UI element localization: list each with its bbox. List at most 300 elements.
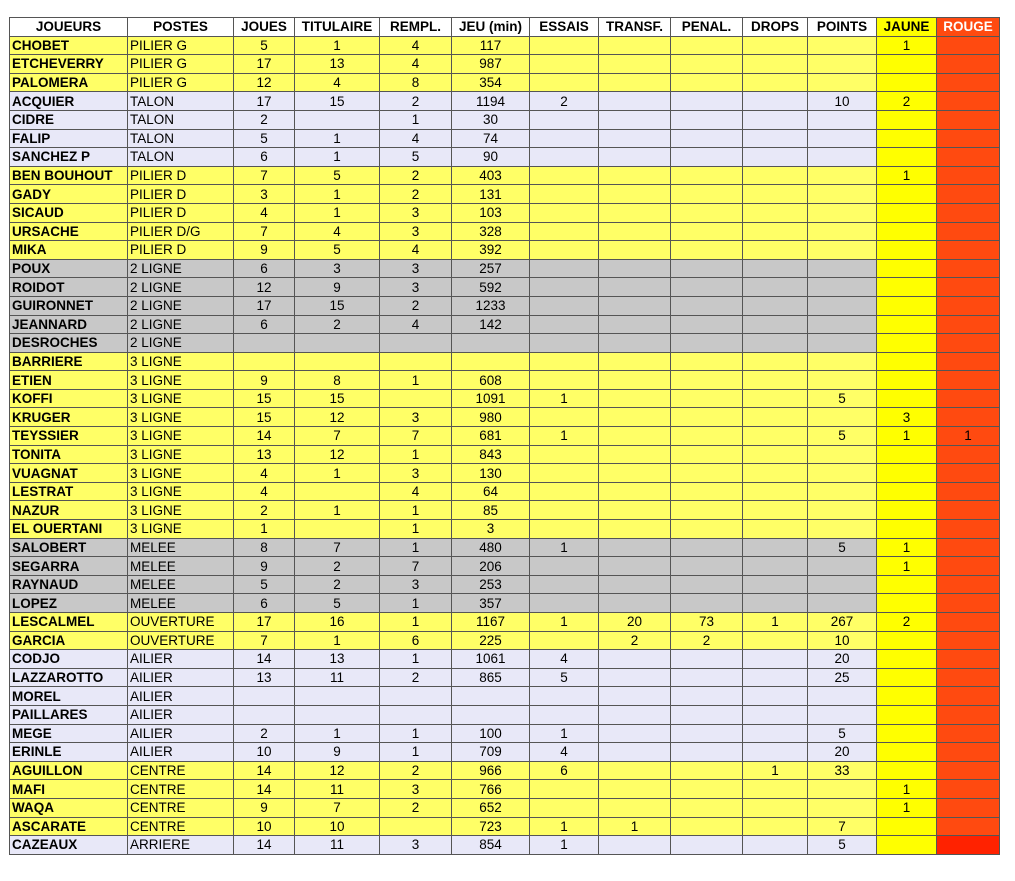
cell-poste: 3 LIGNE — [128, 389, 234, 408]
cell-joueur: KRUGER — [10, 408, 128, 427]
cell-penal — [671, 724, 743, 743]
cell-transf — [599, 315, 671, 334]
cell-jaune — [877, 594, 937, 613]
cell-transf: 2 — [599, 631, 671, 650]
table-row — [10, 594, 1000, 613]
cell-joues: 17 — [234, 55, 295, 74]
cell-rempl: 1 — [380, 520, 452, 539]
cell-jeu-min: 142 — [452, 315, 530, 334]
cell-rouge — [937, 798, 1000, 817]
cell-jeu-min: 30 — [452, 110, 530, 129]
cell-joueur: SANCHEZ P — [10, 148, 128, 167]
cell-titulaire — [295, 482, 380, 501]
cell-penal — [671, 278, 743, 297]
cell-rouge — [937, 501, 1000, 520]
cell-jeu-min: 980 — [452, 408, 530, 427]
cell-jaune: 1 — [877, 166, 937, 185]
cell-joueur: PALOMERA — [10, 73, 128, 92]
cell-poste: MELEE — [128, 557, 234, 576]
cell-joues — [234, 352, 295, 371]
cell-joueur: MOREL — [10, 687, 128, 706]
cell-rempl: 7 — [380, 557, 452, 576]
cell-joueur: CODJO — [10, 650, 128, 669]
cell-jeu-min — [452, 334, 530, 353]
table-row — [10, 836, 1000, 855]
cell-jeu-min: 403 — [452, 166, 530, 185]
cell-titulaire — [295, 334, 380, 353]
cell-points: 5 — [808, 836, 877, 855]
cell-poste: AILIER — [128, 687, 234, 706]
table-row — [10, 575, 1000, 594]
cell-rempl — [380, 705, 452, 724]
cell-points — [808, 575, 877, 594]
cell-joueur: TEYSSIER — [10, 427, 128, 446]
table-row — [10, 482, 1000, 501]
cell-rouge — [937, 780, 1000, 799]
cell-joues: 1 — [234, 520, 295, 539]
cell-rouge — [937, 687, 1000, 706]
cell-joues: 4 — [234, 464, 295, 483]
cell-poste: MELEE — [128, 594, 234, 613]
cell-points — [808, 296, 877, 315]
cell-jaune — [877, 501, 937, 520]
header-row — [10, 18, 1000, 37]
table-row — [10, 241, 1000, 260]
cell-rouge — [937, 185, 1000, 204]
cell-poste: PILIER D — [128, 166, 234, 185]
cell-rempl: 4 — [380, 55, 452, 74]
cell-points — [808, 780, 877, 799]
cell-transf — [599, 334, 671, 353]
cell-jeu-min: 392 — [452, 241, 530, 260]
cell-transf — [599, 705, 671, 724]
cell-essais — [530, 408, 599, 427]
cell-penal — [671, 334, 743, 353]
cell-titulaire: 9 — [295, 743, 380, 762]
cell-poste: TALON — [128, 110, 234, 129]
cell-penal — [671, 501, 743, 520]
table-row — [10, 222, 1000, 241]
table-row — [10, 371, 1000, 390]
cell-joues: 2 — [234, 724, 295, 743]
cell-points: 33 — [808, 761, 877, 780]
cell-drops — [743, 520, 808, 539]
cell-points: 20 — [808, 650, 877, 669]
cell-titulaire — [295, 110, 380, 129]
cell-titulaire: 1 — [295, 464, 380, 483]
cell-rouge — [937, 129, 1000, 148]
cell-rempl: 2 — [380, 185, 452, 204]
cell-points — [808, 352, 877, 371]
cell-points — [808, 203, 877, 222]
cell-joueur: BARRIERE — [10, 352, 128, 371]
cell-rouge — [937, 110, 1000, 129]
cell-joueur: SICAUD — [10, 203, 128, 222]
cell-essais — [530, 371, 599, 390]
cell-penal — [671, 352, 743, 371]
cell-rouge — [937, 557, 1000, 576]
cell-jeu-min: 608 — [452, 371, 530, 390]
cell-essais: 1 — [530, 724, 599, 743]
cell-titulaire: 1 — [295, 724, 380, 743]
cell-transf — [599, 408, 671, 427]
cell-joues: 5 — [234, 575, 295, 594]
cell-points — [808, 222, 877, 241]
cell-joueur: SALOBERT — [10, 538, 128, 557]
cell-jaune — [877, 389, 937, 408]
cell-titulaire: 4 — [295, 73, 380, 92]
cell-essais — [530, 631, 599, 650]
cell-rouge — [937, 222, 1000, 241]
cell-drops — [743, 650, 808, 669]
cell-joueur: ASCARATE — [10, 817, 128, 836]
cell-penal — [671, 836, 743, 855]
cell-penal — [671, 687, 743, 706]
table-row — [10, 55, 1000, 74]
cell-rouge — [937, 650, 1000, 669]
cell-poste: AILIER — [128, 650, 234, 669]
cell-rouge — [937, 613, 1000, 632]
cell-essais — [530, 687, 599, 706]
cell-points — [808, 315, 877, 334]
header-rouge: ROUGE — [937, 18, 1000, 37]
cell-jaune — [877, 55, 937, 74]
cell-jaune — [877, 631, 937, 650]
cell-titulaire: 2 — [295, 315, 380, 334]
cell-joues: 6 — [234, 148, 295, 167]
cell-drops — [743, 129, 808, 148]
cell-rouge: 1 — [937, 427, 1000, 446]
cell-points — [808, 798, 877, 817]
cell-drops — [743, 241, 808, 260]
cell-rouge — [937, 408, 1000, 427]
cell-rouge — [937, 594, 1000, 613]
cell-essais — [530, 352, 599, 371]
cell-drops — [743, 798, 808, 817]
cell-points — [808, 55, 877, 74]
table-row — [10, 817, 1000, 836]
cell-poste: PILIER D/G — [128, 222, 234, 241]
cell-penal — [671, 315, 743, 334]
cell-poste: 2 LIGNE — [128, 315, 234, 334]
cell-poste: PILIER G — [128, 73, 234, 92]
cell-titulaire: 15 — [295, 92, 380, 111]
cell-rouge — [937, 631, 1000, 650]
cell-drops — [743, 259, 808, 278]
cell-jeu-min: 1167 — [452, 613, 530, 632]
cell-titulaire: 5 — [295, 166, 380, 185]
cell-poste: 3 LIGNE — [128, 352, 234, 371]
cell-transf — [599, 427, 671, 446]
cell-transf — [599, 836, 671, 855]
cell-drops — [743, 780, 808, 799]
cell-transf — [599, 73, 671, 92]
cell-points: 10 — [808, 92, 877, 111]
cell-transf — [599, 687, 671, 706]
cell-poste: CENTRE — [128, 780, 234, 799]
cell-points — [808, 520, 877, 539]
cell-joueur: WAQA — [10, 798, 128, 817]
cell-essais — [530, 73, 599, 92]
cell-penal — [671, 408, 743, 427]
cell-jaune: 1 — [877, 798, 937, 817]
cell-joueur: EL OUERTANI — [10, 520, 128, 539]
cell-rouge — [937, 724, 1000, 743]
cell-penal — [671, 371, 743, 390]
table-row — [10, 259, 1000, 278]
cell-points — [808, 259, 877, 278]
cell-essais — [530, 185, 599, 204]
cell-joues: 17 — [234, 92, 295, 111]
cell-jeu-min: 865 — [452, 668, 530, 687]
cell-jaune — [877, 203, 937, 222]
header-rempl: REMPL. — [380, 18, 452, 37]
cell-joueur: ETIEN — [10, 371, 128, 390]
header-joueurs: JOUEURS — [10, 18, 128, 37]
cell-essais — [530, 36, 599, 55]
table-row — [10, 352, 1000, 371]
cell-penal: 2 — [671, 631, 743, 650]
cell-joueur: LESTRAT — [10, 482, 128, 501]
cell-joues: 6 — [234, 315, 295, 334]
cell-poste: 3 LIGNE — [128, 408, 234, 427]
header-points: POINTS — [808, 18, 877, 37]
cell-points: 267 — [808, 613, 877, 632]
cell-joues: 14 — [234, 650, 295, 669]
cell-essais: 1 — [530, 538, 599, 557]
cell-rouge — [937, 278, 1000, 297]
cell-rempl: 1 — [380, 613, 452, 632]
cell-drops — [743, 166, 808, 185]
cell-rempl: 2 — [380, 761, 452, 780]
cell-drops — [743, 92, 808, 111]
cell-jeu-min: 966 — [452, 761, 530, 780]
cell-rempl: 7 — [380, 427, 452, 446]
cell-rouge — [937, 836, 1000, 855]
cell-drops — [743, 538, 808, 557]
cell-drops — [743, 352, 808, 371]
cell-essais — [530, 259, 599, 278]
cell-poste: TALON — [128, 129, 234, 148]
cell-jeu-min: 225 — [452, 631, 530, 650]
cell-drops — [743, 594, 808, 613]
cell-rempl: 5 — [380, 148, 452, 167]
table-row — [10, 520, 1000, 539]
cell-joues: 2 — [234, 501, 295, 520]
cell-poste: MELEE — [128, 538, 234, 557]
cell-jaune — [877, 315, 937, 334]
cell-jaune — [877, 296, 937, 315]
header-titulaire: TITULAIRE — [295, 18, 380, 37]
cell-points: 5 — [808, 538, 877, 557]
cell-rempl — [380, 352, 452, 371]
cell-jeu-min: 1233 — [452, 296, 530, 315]
cell-joues: 12 — [234, 278, 295, 297]
cell-drops — [743, 575, 808, 594]
cell-joueur: ACQUIER — [10, 92, 128, 111]
header-jeu-min: JEU (min) — [452, 18, 530, 37]
cell-titulaire: 13 — [295, 55, 380, 74]
cell-jeu-min: 480 — [452, 538, 530, 557]
cell-points — [808, 445, 877, 464]
cell-poste: CENTRE — [128, 798, 234, 817]
cell-penal — [671, 761, 743, 780]
cell-joueur: BEN BOUHOUT — [10, 166, 128, 185]
cell-rempl — [380, 817, 452, 836]
cell-titulaire: 16 — [295, 613, 380, 632]
cell-penal — [671, 73, 743, 92]
cell-jeu-min: 987 — [452, 55, 530, 74]
cell-essais — [530, 501, 599, 520]
cell-jaune: 3 — [877, 408, 937, 427]
cell-joueur: MEGE — [10, 724, 128, 743]
cell-joues: 13 — [234, 668, 295, 687]
cell-rempl: 4 — [380, 36, 452, 55]
cell-titulaire: 9 — [295, 278, 380, 297]
table-row — [10, 129, 1000, 148]
cell-poste: 2 LIGNE — [128, 278, 234, 297]
cell-rempl: 3 — [380, 575, 452, 594]
cell-drops — [743, 557, 808, 576]
cell-joues: 10 — [234, 743, 295, 762]
cell-rempl: 3 — [380, 836, 452, 855]
table-row — [10, 278, 1000, 297]
cell-rouge — [937, 92, 1000, 111]
cell-transf — [599, 798, 671, 817]
cell-joues: 7 — [234, 166, 295, 185]
cell-drops — [743, 296, 808, 315]
cell-jeu-min: 592 — [452, 278, 530, 297]
cell-transf — [599, 185, 671, 204]
cell-joueur: SEGARRA — [10, 557, 128, 576]
cell-points — [808, 129, 877, 148]
cell-jeu-min: 354 — [452, 73, 530, 92]
cell-points — [808, 557, 877, 576]
cell-rouge — [937, 389, 1000, 408]
cell-essais — [530, 445, 599, 464]
cell-points — [808, 501, 877, 520]
cell-penal — [671, 668, 743, 687]
cell-titulaire: 12 — [295, 408, 380, 427]
cell-transf — [599, 259, 671, 278]
cell-drops — [743, 482, 808, 501]
cell-jaune — [877, 222, 937, 241]
cell-transf — [599, 241, 671, 260]
cell-jaune: 1 — [877, 427, 937, 446]
cell-essais — [530, 55, 599, 74]
cell-rempl: 3 — [380, 780, 452, 799]
cell-essais: 1 — [530, 427, 599, 446]
cell-poste: AILIER — [128, 668, 234, 687]
cell-titulaire: 15 — [295, 296, 380, 315]
cell-drops — [743, 817, 808, 836]
cell-penal — [671, 92, 743, 111]
cell-jeu-min — [452, 352, 530, 371]
cell-poste: 3 LIGNE — [128, 482, 234, 501]
cell-rempl — [380, 389, 452, 408]
table-row — [10, 148, 1000, 167]
cell-transf — [599, 557, 671, 576]
table-row — [10, 315, 1000, 334]
cell-rouge — [937, 315, 1000, 334]
cell-drops — [743, 724, 808, 743]
cell-penal — [671, 743, 743, 762]
cell-essais: 5 — [530, 668, 599, 687]
cell-jaune — [877, 575, 937, 594]
cell-transf — [599, 296, 671, 315]
cell-joues: 6 — [234, 594, 295, 613]
cell-penal — [671, 520, 743, 539]
cell-titulaire: 1 — [295, 203, 380, 222]
cell-rempl: 4 — [380, 129, 452, 148]
cell-rempl — [380, 334, 452, 353]
cell-rempl: 1 — [380, 538, 452, 557]
cell-rouge — [937, 464, 1000, 483]
cell-titulaire: 1 — [295, 501, 380, 520]
cell-joueur: MAFI — [10, 780, 128, 799]
header-jaune: JAUNE — [877, 18, 937, 37]
cell-transf — [599, 55, 671, 74]
cell-transf — [599, 148, 671, 167]
table-row — [10, 427, 1000, 446]
table-row — [10, 110, 1000, 129]
cell-transf — [599, 371, 671, 390]
cell-titulaire: 1 — [295, 185, 380, 204]
header-joues: JOUES — [234, 18, 295, 37]
cell-jaune — [877, 185, 937, 204]
cell-rempl: 4 — [380, 482, 452, 501]
cell-jeu-min: 328 — [452, 222, 530, 241]
cell-rempl: 4 — [380, 241, 452, 260]
cell-joueur: FALIP — [10, 129, 128, 148]
cell-points — [808, 705, 877, 724]
cell-drops — [743, 705, 808, 724]
cell-titulaire: 12 — [295, 761, 380, 780]
cell-essais: 1 — [530, 613, 599, 632]
cell-essais — [530, 148, 599, 167]
cell-points — [808, 241, 877, 260]
cell-rouge — [937, 705, 1000, 724]
cell-joueur: JEANNARD — [10, 315, 128, 334]
cell-essais — [530, 520, 599, 539]
cell-penal — [671, 650, 743, 669]
cell-poste: 3 LIGNE — [128, 445, 234, 464]
cell-rempl: 4 — [380, 315, 452, 334]
cell-transf — [599, 724, 671, 743]
cell-drops — [743, 631, 808, 650]
cell-jeu-min: 709 — [452, 743, 530, 762]
cell-joues: 9 — [234, 241, 295, 260]
table-row — [10, 798, 1000, 817]
cell-rempl: 2 — [380, 668, 452, 687]
cell-penal — [671, 166, 743, 185]
cell-transf — [599, 594, 671, 613]
cell-transf — [599, 575, 671, 594]
cell-rempl: 2 — [380, 798, 452, 817]
cell-joues: 6 — [234, 259, 295, 278]
cell-points: 20 — [808, 743, 877, 762]
cell-penal — [671, 148, 743, 167]
cell-jaune — [877, 724, 937, 743]
cell-poste: 2 LIGNE — [128, 334, 234, 353]
cell-joueur: MIKA — [10, 241, 128, 260]
cell-joues: 2 — [234, 110, 295, 129]
table-row — [10, 501, 1000, 520]
cell-titulaire: 7 — [295, 538, 380, 557]
cell-jaune — [877, 464, 937, 483]
cell-penal — [671, 780, 743, 799]
cell-titulaire: 10 — [295, 817, 380, 836]
